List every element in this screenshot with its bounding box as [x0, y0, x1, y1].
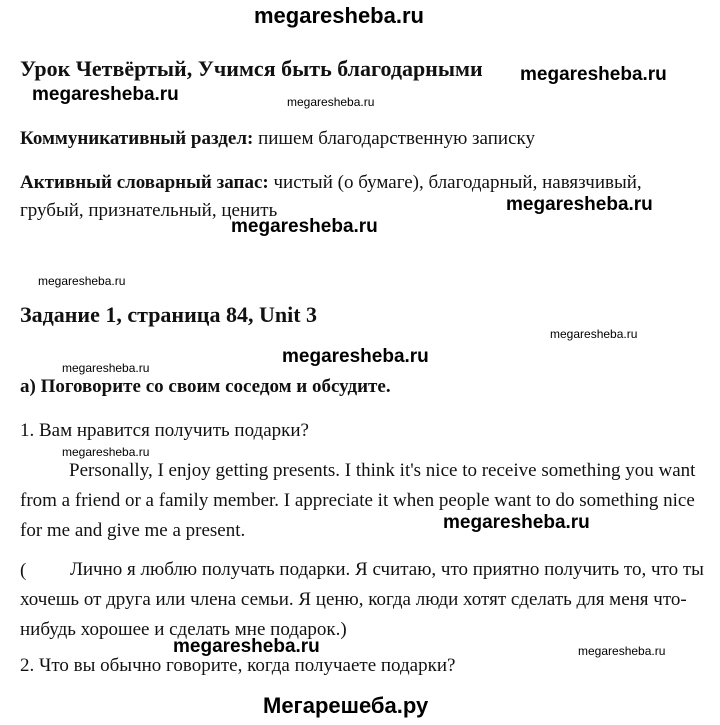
watermark-bottom-small-right: megaresheba.ru: [578, 644, 666, 658]
watermark-vocab-right: megaresheba.ru: [506, 194, 653, 215]
watermark-bottom-center: megaresheba.ru: [173, 636, 320, 657]
answer-russian-paren: (: [20, 560, 27, 581]
watermark-small-left-2: megaresheba.ru: [62, 361, 150, 375]
watermark-top: megaresheba.ru: [254, 3, 424, 28]
lesson-title: Урок Четвёртый, Учимся быть благодарными: [20, 56, 483, 81]
vocabulary-text-1: чистый (о бумаге), благодарный, навязчивый,: [268, 172, 642, 193]
watermark-vocab-center: megaresheba.ru: [231, 216, 378, 237]
answer-english: Personally, I enjoy getting presents. I think it's nice to receive something you want from a friend or a family member. I appreciate it when people want to do something nice for me and give me a present.: [20, 460, 696, 541]
vocabulary-line-2: грубый, признательный, ценить: [20, 200, 278, 221]
question-2: 2. Что вы обычно говорите, когда получаете подарки?: [20, 655, 456, 676]
watermark-under-title: megaresheba.ru: [32, 84, 179, 105]
vocabulary-label: Активный словарный запас:: [20, 172, 269, 193]
footer-watermark: Мегарешеба.ру: [263, 693, 429, 718]
communicative-label: Коммуникативный раздел:: [20, 128, 254, 149]
watermark-small-left: megaresheba.ru: [38, 274, 126, 288]
question-1: 1. Вам нравится получить подарки?: [20, 420, 309, 441]
watermark-under-title-small: megaresheba.ru: [287, 95, 375, 109]
watermark-center-task: megaresheba.ru: [282, 346, 429, 367]
watermark-small-right: megaresheba.ru: [550, 327, 638, 341]
communicative-text: пишем благодарственную записку: [253, 128, 535, 149]
watermark-title-right: megaresheba.ru: [520, 64, 667, 85]
task-title: Задание 1, страница 84, Unit 3: [20, 302, 318, 327]
vocabulary-line-1: [20, 172, 642, 194]
communicative-section: [20, 128, 535, 150]
answer-russian: Лично я люблю получать подарки. Я считаю, что приятно получить то, что ты хочешь от друга или члена семьи. Я ценю, когда люди хотят сделать для меня что-нибудь хорошее и сделать мне подарок.): [20, 559, 704, 640]
subtask-heading: а) Поговорите со своим соседом и обсудите.: [20, 376, 391, 397]
watermark-small-q1: megaresheba.ru: [62, 445, 150, 459]
watermark-answer-right: megaresheba.ru: [443, 512, 590, 533]
